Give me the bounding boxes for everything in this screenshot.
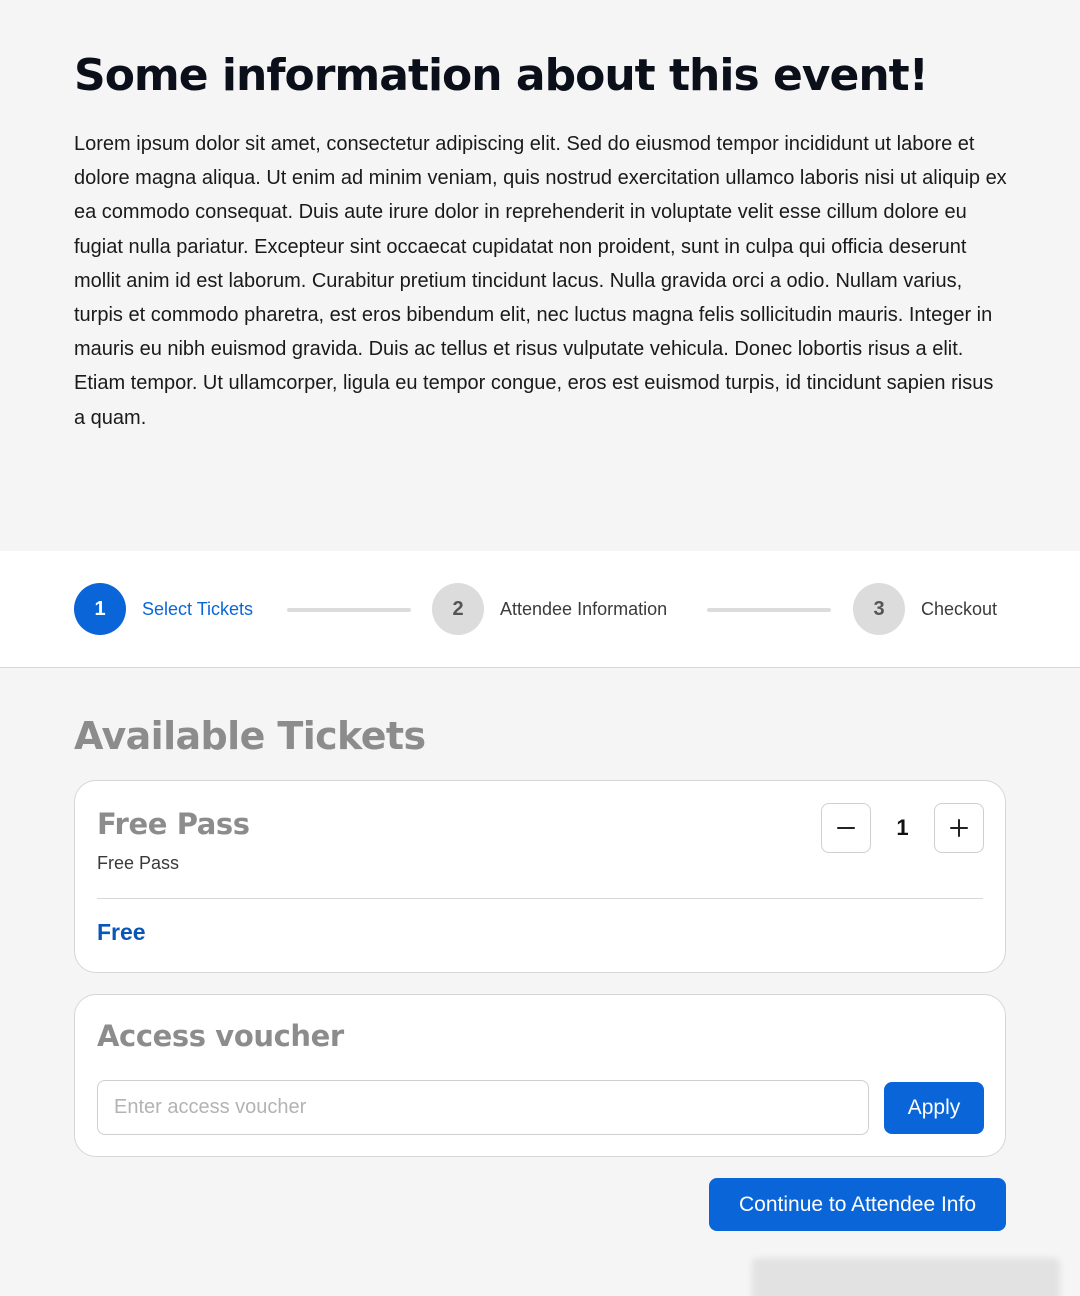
increase-quantity-button[interactable] bbox=[934, 803, 984, 853]
plus-icon bbox=[949, 818, 969, 838]
event-title: Some information about this event! bbox=[74, 50, 928, 101]
step-label: Attendee Information bbox=[500, 598, 668, 619]
checkout-stepper bbox=[0, 551, 1080, 668]
ticket-card bbox=[74, 780, 1006, 973]
step-label: Select Tickets bbox=[142, 598, 254, 619]
event-intro bbox=[0, 0, 1080, 551]
step-connector bbox=[707, 608, 831, 612]
ticket-description: Free Pass bbox=[97, 853, 180, 873]
ticket-divider bbox=[97, 898, 983, 899]
step-number-badge: 1 bbox=[74, 583, 126, 635]
step-select-tickets[interactable] bbox=[74, 583, 253, 635]
access-voucher-title: Access voucher bbox=[97, 1019, 344, 1053]
step-label: Checkout bbox=[921, 598, 998, 619]
ticket-quantity: 1 bbox=[896, 815, 909, 840]
decrease-quantity-button[interactable] bbox=[821, 803, 871, 853]
step-checkout[interactable] bbox=[853, 583, 997, 635]
minus-icon bbox=[836, 818, 856, 838]
continue-to-attendee-info-button[interactable]: Continue to Attendee Info bbox=[709, 1178, 1006, 1231]
event-description: Lorem ipsum dolor sit amet, consectetur adipiscing elit. Sed do eiusmod tempor incididunt ut labore et dolore magna aliqua. Ut enim ad minim veniam, quis nostrud exercitation ullamco laboris nisi ut aliquip ex ea commodo consequat. Duis aute irure dolor in reprehenderit in voluptate velit esse cillum dolore eu fugiat nulla pariatur. Excepteur sint occaecat cupidatat non proident, sunt in culpa qui officia deserunt mollit anim id est laborum. Curabitur pretium tincidunt lacus. Nulla gravida orci a odio. Nullam varius, turpis et commodo pharetra, est eros bibendum elit, nec luctus magna felis sollicitudin mauris. Integer in mauris eu nibh euismod gravida. Duis ac tellus et risus vulputate vehicula. Donec lobortis risus a elit. Etiam tempor. Ut ullamcorper, ligula eu tempor congue, eros est euismod turpis, id tincidunt sapien risus a quam. bbox=[74, 133, 1007, 429]
access-voucher-card bbox=[74, 994, 1006, 1157]
step-connector bbox=[287, 608, 411, 612]
apply-voucher-button[interactable]: Apply bbox=[884, 1082, 984, 1134]
step-number-badge: 3 bbox=[853, 583, 905, 635]
blurred-element bbox=[752, 1258, 1060, 1296]
access-voucher-input[interactable] bbox=[97, 1080, 869, 1135]
step-number-badge: 2 bbox=[432, 583, 484, 635]
available-tickets-heading: Available Tickets bbox=[74, 714, 426, 758]
ticket-price: Free bbox=[97, 919, 146, 945]
step-attendee-information[interactable] bbox=[432, 583, 667, 635]
ticket-name: Free Pass bbox=[97, 807, 250, 841]
